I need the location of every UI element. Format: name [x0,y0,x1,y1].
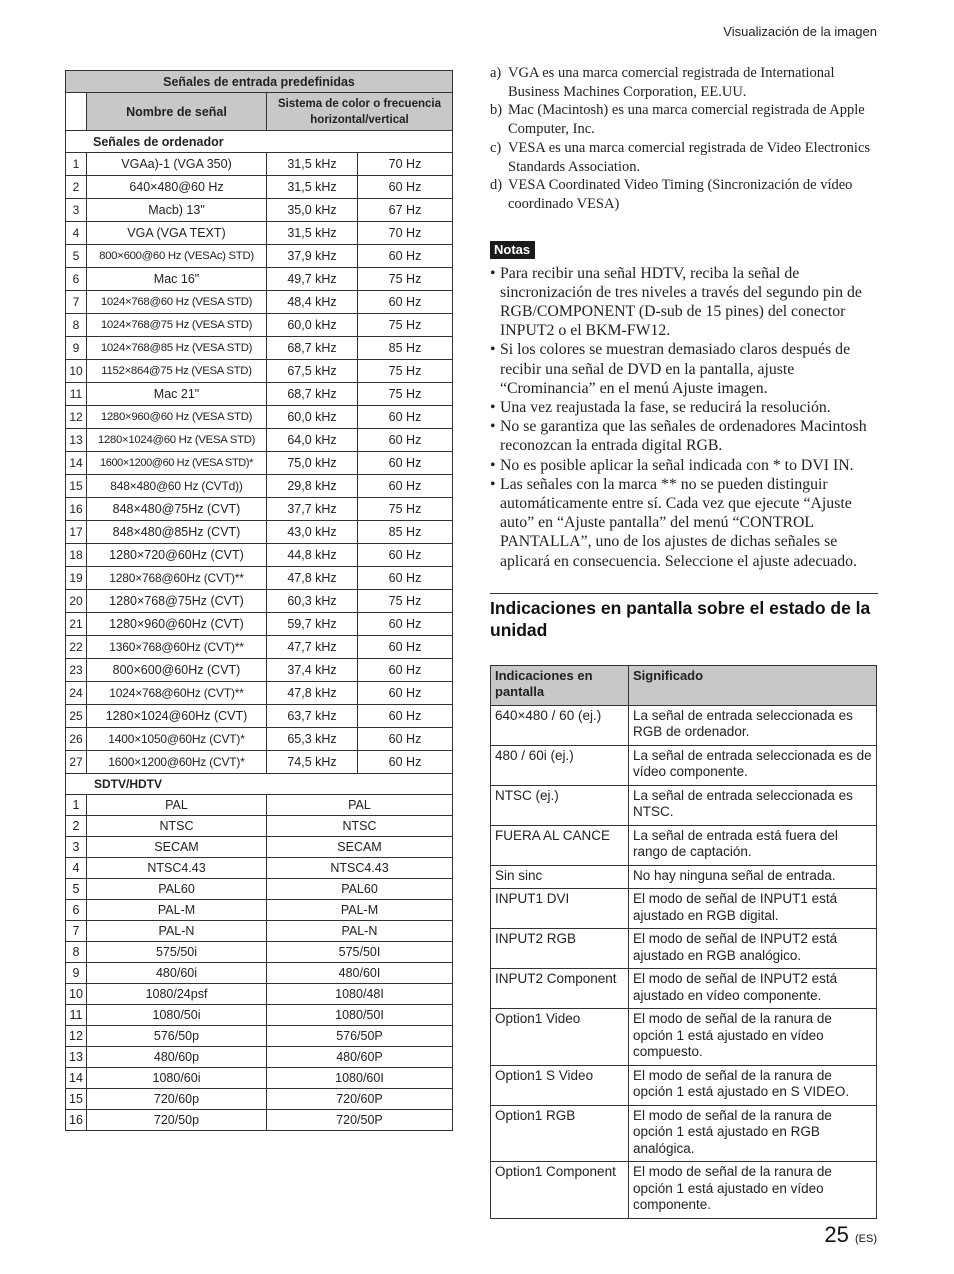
section-title: Indicaciones en pantalla sobre el estado de la unidad [490,597,871,640]
table-row [66,383,453,406]
color-system: 576/50P [267,1026,453,1047]
table-row [491,1009,877,1066]
table-row [66,452,453,475]
horizontal-frequency: 60,0 kHz [267,314,358,337]
table-row [491,1162,877,1219]
meaning: El modo de señal de INPUT2 está ajustado en RGB analógico. [629,929,877,969]
color-system: 575/50I [267,942,453,963]
table-row [491,865,877,889]
page-lang: (ES) [855,1233,877,1245]
horizontal-frequency: 37,7 kHz [267,498,358,521]
row-number: 11 [66,383,87,406]
horizontal-frequency: 63,7 kHz [267,705,358,728]
table-row [66,1110,453,1131]
signal-name: 848×480@85Hz (CVT) [87,521,267,544]
note-item [490,475,878,571]
row-number: 1 [66,153,87,176]
page-number-value: 25 [824,1222,849,1247]
color-system: 1080/48I [267,984,453,1005]
table-row [66,879,453,900]
color-system: PAL-M [267,900,453,921]
bullet-icon: • [490,264,496,282]
signal-name: 1280×768@60Hz (CVT)** [87,567,267,590]
color-system: SECAM [267,837,453,858]
table-row [66,498,453,521]
table-row [66,1026,453,1047]
footnote-text: Mac (Macintosh) es una marca comercial registrada de Apple Computer, Inc. [508,102,865,138]
table-title: Señales de entrada predefinidas [66,71,453,93]
notes-list [490,264,878,571]
vertical-frequency: 60 Hz [358,728,453,751]
signal-name: 1280×720@60Hz (CVT) [87,544,267,567]
row-number: 14 [66,1068,87,1089]
signal-name: Mac 21" [87,383,267,406]
vertical-frequency: 60 Hz [358,245,453,268]
signal-name: 576/50p [87,1026,267,1047]
indication: INPUT2 Component [491,969,629,1009]
color-system: 1080/50I [267,1005,453,1026]
vertical-frequency: 60 Hz [358,475,453,498]
horizontal-frequency: 47,8 kHz [267,682,358,705]
table-row [66,1005,453,1026]
signal-name: NTSC4.43 [87,858,267,879]
row-number: 18 [66,544,87,567]
signal-name: PAL60 [87,879,267,900]
running-header: Visualización de la imagen [723,24,877,39]
row-number: 17 [66,521,87,544]
indication: Option1 S Video [491,1065,629,1105]
row-number: 5 [66,245,87,268]
note-text: No es posible aplicar la señal indicada con * to DVI IN. [500,456,854,474]
signal-name: PAL-N [87,921,267,942]
signal-name: 1080/60i [87,1068,267,1089]
sdtv-section-label: SDTV/HDTV [66,774,453,795]
color-system: PAL-N [267,921,453,942]
signal-name: 1600×1200@60Hz (CVT)* [87,751,267,774]
bullet-icon: • [490,418,496,436]
vertical-frequency: 85 Hz [358,337,453,360]
vertical-frequency: 70 Hz [358,153,453,176]
table-row [66,1047,453,1068]
footnote-label: c) [490,139,502,156]
horizontal-frequency: 60,3 kHz [267,590,358,613]
signal-name: 1360×768@60Hz (CVT)** [87,636,267,659]
color-system: 480/60I [267,963,453,984]
signal-name: 720/60p [87,1089,267,1110]
vertical-frequency: 70 Hz [358,222,453,245]
signal-name: 800×600@60Hz (CVT) [87,659,267,682]
horizontal-frequency: 68,7 kHz [267,383,358,406]
indication: Sin sinc [491,865,629,889]
row-number: 6 [66,268,87,291]
signal-name: 640×480@60 Hz [87,176,267,199]
table-row [491,785,877,825]
table-row [66,942,453,963]
row-number: 3 [66,199,87,222]
indication: Option1 RGB [491,1105,629,1162]
meaning: La señal de entrada seleccionada es NTSC. [629,785,877,825]
computer-section-label: Señales de ordenador [66,131,453,153]
table-row [491,969,877,1009]
row-number: 11 [66,1005,87,1026]
color-system: NTSC4.43 [267,858,453,879]
table-row [66,314,453,337]
row-number: 2 [66,176,87,199]
footnote [490,139,878,176]
table-row [66,544,453,567]
meaning: La señal de entrada seleccionada es de vídeo componente. [629,745,877,785]
vertical-frequency: 75 Hz [358,268,453,291]
indication: 640×480 / 60 (ej.) [491,705,629,745]
bullet-icon: • [490,399,496,417]
section-divider [490,593,878,594]
meaning: El modo de señal de la ranura de opción 1 está ajustado en RGB analógica. [629,1105,877,1162]
row-number: 16 [66,1110,87,1131]
table-row [66,176,453,199]
signal-name: 1600×1200@60 Hz (VESA STD)* [87,452,267,475]
vertical-frequency: 60 Hz [358,751,453,774]
signal-name: 1280×960@60 Hz (VESA STD) [87,406,267,429]
signal-name: 848×480@75Hz (CVT) [87,498,267,521]
row-number: 7 [66,921,87,942]
footnote-text: VESA Coordinated Video Timing (Sincronización de vídeo coordinado VESA) [508,177,853,212]
table-row [66,521,453,544]
signal-name: VGAa)-1 (VGA 350) [87,153,267,176]
vertical-frequency: 75 Hz [358,360,453,383]
table-row [491,889,877,929]
row-number: 24 [66,682,87,705]
row-number: 10 [66,360,87,383]
note-text: Si los colores se muestran demasiado claros después de recibir una señal de DVD en la pantalla, ajuste “Crominancia” en el menú Ajuste imagen. [500,341,851,397]
row-number: 25 [66,705,87,728]
vertical-frequency: 60 Hz [358,544,453,567]
vertical-frequency: 60 Hz [358,613,453,636]
horizontal-frequency: 31,5 kHz [267,222,358,245]
note-text: No se garantiza que las señales de ordenadores Macintosh reconozcan la entrada digital RGB. [500,418,867,455]
indication: NTSC (ej.) [491,785,629,825]
row-number: 15 [66,1089,87,1110]
notes-label: Notas [490,241,535,259]
signal-name: 1024×768@75 Hz (VESA STD) [87,314,267,337]
signal-name: SECAM [87,837,267,858]
table-row [66,291,453,314]
table-row [491,745,877,785]
signal-name: 848×480@60 Hz (CVTd)) [87,475,267,498]
table-row [66,636,453,659]
horizontal-frequency: 47,7 kHz [267,636,358,659]
table-row [66,268,453,291]
row-number: 13 [66,1047,87,1068]
predefined-signals-table [65,70,453,1131]
footnote [490,101,878,138]
vertical-frequency: 60 Hz [358,452,453,475]
row-number: 8 [66,942,87,963]
table-row [66,816,453,837]
vertical-frequency: 67 Hz [358,199,453,222]
row-number: 6 [66,900,87,921]
signal-name: 480/60i [87,963,267,984]
signal-name: 575/50i [87,942,267,963]
indications-table [490,665,877,1219]
horizontal-frequency: 44,8 kHz [267,544,358,567]
horizontal-frequency: 64,0 kHz [267,429,358,452]
meaning: El modo de señal de la ranura de opción 1 está ajustado en vídeo compuesto. [629,1009,877,1066]
note-item [490,398,878,417]
right-column [490,64,878,1219]
signal-name: 1024×768@85 Hz (VESA STD) [87,337,267,360]
signal-name: 800×600@60 Hz (VESAc) STD) [87,245,267,268]
table-row [491,929,877,969]
note-text: Una vez reajustada la fase, se reducirá la resolución. [500,399,831,417]
meaning: El modo de señal de la ranura de opción 1 está ajustado en vídeo componente. [629,1162,877,1219]
table-row [491,705,877,745]
note-item [490,456,878,475]
color-system: 720/50P [267,1110,453,1131]
vertical-frequency: 75 Hz [358,383,453,406]
row-number: 27 [66,751,87,774]
color-system: 480/60P [267,1047,453,1068]
indication: INPUT2 RGB [491,929,629,969]
footnotes [490,64,878,214]
horizontal-frequency: 65,3 kHz [267,728,358,751]
horizontal-frequency: 29,8 kHz [267,475,358,498]
table-row [66,751,453,774]
color-system: NTSC [267,816,453,837]
signal-name: 1152×864@75 Hz (VESA STD) [87,360,267,383]
row-number: 16 [66,498,87,521]
row-number: 13 [66,429,87,452]
signal-name: 1080/50i [87,1005,267,1026]
footnote-label: b) [490,102,503,119]
row-number: 9 [66,337,87,360]
footnote-text: VESA es una marca comercial registrada de Video Electronics Standards Association. [508,139,871,175]
indication: INPUT1 DVI [491,889,629,929]
signal-name: NTSC [87,816,267,837]
row-number: 4 [66,858,87,879]
footnote-text: VGA es una marca comercial registrada de International Business Machines Corporation, EE.UU. [508,65,835,100]
horizontal-frequency: 37,4 kHz [267,659,358,682]
signal-name: 480/60p [87,1047,267,1068]
vertical-frequency: 60 Hz [358,636,453,659]
meaning: No hay ninguna señal de entrada. [629,865,877,889]
table-row [66,984,453,1005]
table-row [66,682,453,705]
signal-name: 1280×1024@60Hz (CVT) [87,705,267,728]
meaning: El modo de señal de INPUT1 está ajustado en RGB digital. [629,889,877,929]
col-header-indication: Indicaciones en pantalla [491,665,629,705]
row-number: 3 [66,837,87,858]
row-number: 14 [66,452,87,475]
table-row [66,199,453,222]
row-number: 5 [66,879,87,900]
vertical-frequency: 60 Hz [358,429,453,452]
meaning: La señal de entrada seleccionada es RGB de ordenador. [629,705,877,745]
color-system: PAL [267,795,453,816]
row-number: 22 [66,636,87,659]
table-row [491,825,877,865]
note-item [490,340,878,398]
row-number: 15 [66,475,87,498]
horizontal-frequency: 48,4 kHz [267,291,358,314]
footnote-label: a) [490,65,502,81]
note-text: Las señales con la marca ** no se pueden distinguir automáticamente entre sí. Cada vez que ejecute “Ajuste auto” en “Ajuste pantalla” del menú “CONTROL PANTALLA”, uno de los ajustes de dichas señales se aplicará en consecuencia. Seleccione el ajuste adecuado. [500,475,857,570]
indication: FUERA AL CANCE [491,825,629,865]
table-row [66,613,453,636]
horizontal-frequency: 67,5 kHz [267,360,358,383]
vertical-frequency: 60 Hz [358,705,453,728]
vertical-frequency: 75 Hz [358,314,453,337]
row-number: 9 [66,963,87,984]
table-row [66,963,453,984]
row-number: 12 [66,406,87,429]
col-header-name: Nombre de señal [87,93,267,131]
table-row [66,1089,453,1110]
table-row [66,795,453,816]
vertical-frequency: 60 Hz [358,659,453,682]
table-row [66,222,453,245]
table-row [66,337,453,360]
table-row [66,567,453,590]
table-row [66,705,453,728]
table-row [66,837,453,858]
signal-name: 1024×768@60 Hz (VESA STD) [87,291,267,314]
row-number: 7 [66,291,87,314]
horizontal-frequency: 47,8 kHz [267,567,358,590]
indication: Option1 Video [491,1009,629,1066]
table-row [66,900,453,921]
vertical-frequency: 60 Hz [358,176,453,199]
vertical-frequency: 85 Hz [358,521,453,544]
bullet-icon: • [490,475,496,493]
row-number: 2 [66,816,87,837]
table-row [66,406,453,429]
row-number: 1 [66,795,87,816]
signal-name: PAL [87,795,267,816]
signal-name: 1024×768@60Hz (CVT)** [87,682,267,705]
horizontal-frequency: 35,0 kHz [267,199,358,222]
table-row [66,858,453,879]
signal-name: 1280×960@60Hz (CVT) [87,613,267,636]
note-text: Para recibir una señal HDTV, reciba la señal de sincronización de tres niveles a través del segundo pin de RGB/COMPONENT (D-sub de 15 pines) del conector INPUT2 o el BKM-FW12. [500,264,862,340]
signal-name: Macb) 13" [87,199,267,222]
signal-name: Mac 16" [87,268,267,291]
vertical-frequency: 60 Hz [358,567,453,590]
vertical-frequency: 60 Hz [358,406,453,429]
bullet-icon: • [490,341,496,359]
vertical-frequency: 75 Hz [358,498,453,521]
signal-name: 1280×1024@60 Hz (VESA STD) [87,429,267,452]
row-number: 26 [66,728,87,751]
vertical-frequency: 60 Hz [358,682,453,705]
table-row [66,728,453,751]
table-row [66,921,453,942]
table-row [66,429,453,452]
col-header-meaning: Significado [629,665,877,705]
color-system: 720/60P [267,1089,453,1110]
row-number: 12 [66,1026,87,1047]
meaning: El modo de señal de la ranura de opción 1 está ajustado en S VIDEO. [629,1065,877,1105]
row-number: 4 [66,222,87,245]
table-row [66,475,453,498]
horizontal-frequency: 59,7 kHz [267,613,358,636]
horizontal-frequency: 68,7 kHz [267,337,358,360]
row-number: 8 [66,314,87,337]
signal-name: PAL-M [87,900,267,921]
horizontal-frequency: 31,5 kHz [267,176,358,199]
table-row [66,659,453,682]
horizontal-frequency: 43,0 kHz [267,521,358,544]
row-number: 21 [66,613,87,636]
table-row [491,1065,877,1105]
signal-name: VGA (VGA TEXT) [87,222,267,245]
footnote-label: d) [490,177,503,194]
row-number: 10 [66,984,87,1005]
signal-name: 1400×1050@60Hz (CVT)* [87,728,267,751]
vertical-frequency: 60 Hz [358,291,453,314]
footnote [490,176,878,213]
row-number: 23 [66,659,87,682]
table-row [491,1105,877,1162]
indication: Option1 Component [491,1162,629,1219]
page-number [824,1222,877,1248]
note-item [490,417,878,455]
table-row [66,360,453,383]
horizontal-frequency: 49,7 kHz [267,268,358,291]
indication: 480 / 60i (ej.) [491,745,629,785]
meaning: La señal de entrada está fuera del rango de captación. [629,825,877,865]
signal-name: 720/50p [87,1110,267,1131]
color-system: PAL60 [267,879,453,900]
horizontal-frequency: 31,5 kHz [267,153,358,176]
row-number: 19 [66,567,87,590]
horizontal-frequency: 75,0 kHz [267,452,358,475]
table-row [66,590,453,613]
row-number: 20 [66,590,87,613]
table-row [66,153,453,176]
vertical-frequency: 75 Hz [358,590,453,613]
signal-name: 1280×768@75Hz (CVT) [87,590,267,613]
bullet-icon: • [490,456,496,474]
table-row [66,245,453,268]
table-row [66,1068,453,1089]
footnote [490,64,878,101]
color-system: 1080/60I [267,1068,453,1089]
signal-name: 1080/24psf [87,984,267,1005]
horizontal-frequency: 74,5 kHz [267,751,358,774]
horizontal-frequency: 60,0 kHz [267,406,358,429]
meaning: El modo de señal de INPUT2 está ajustado en vídeo componente. [629,969,877,1009]
col-header-system: Sistema de color o frecuencia horizontal/vertical [267,93,453,131]
note-item [490,264,878,341]
horizontal-frequency: 37,9 kHz [267,245,358,268]
